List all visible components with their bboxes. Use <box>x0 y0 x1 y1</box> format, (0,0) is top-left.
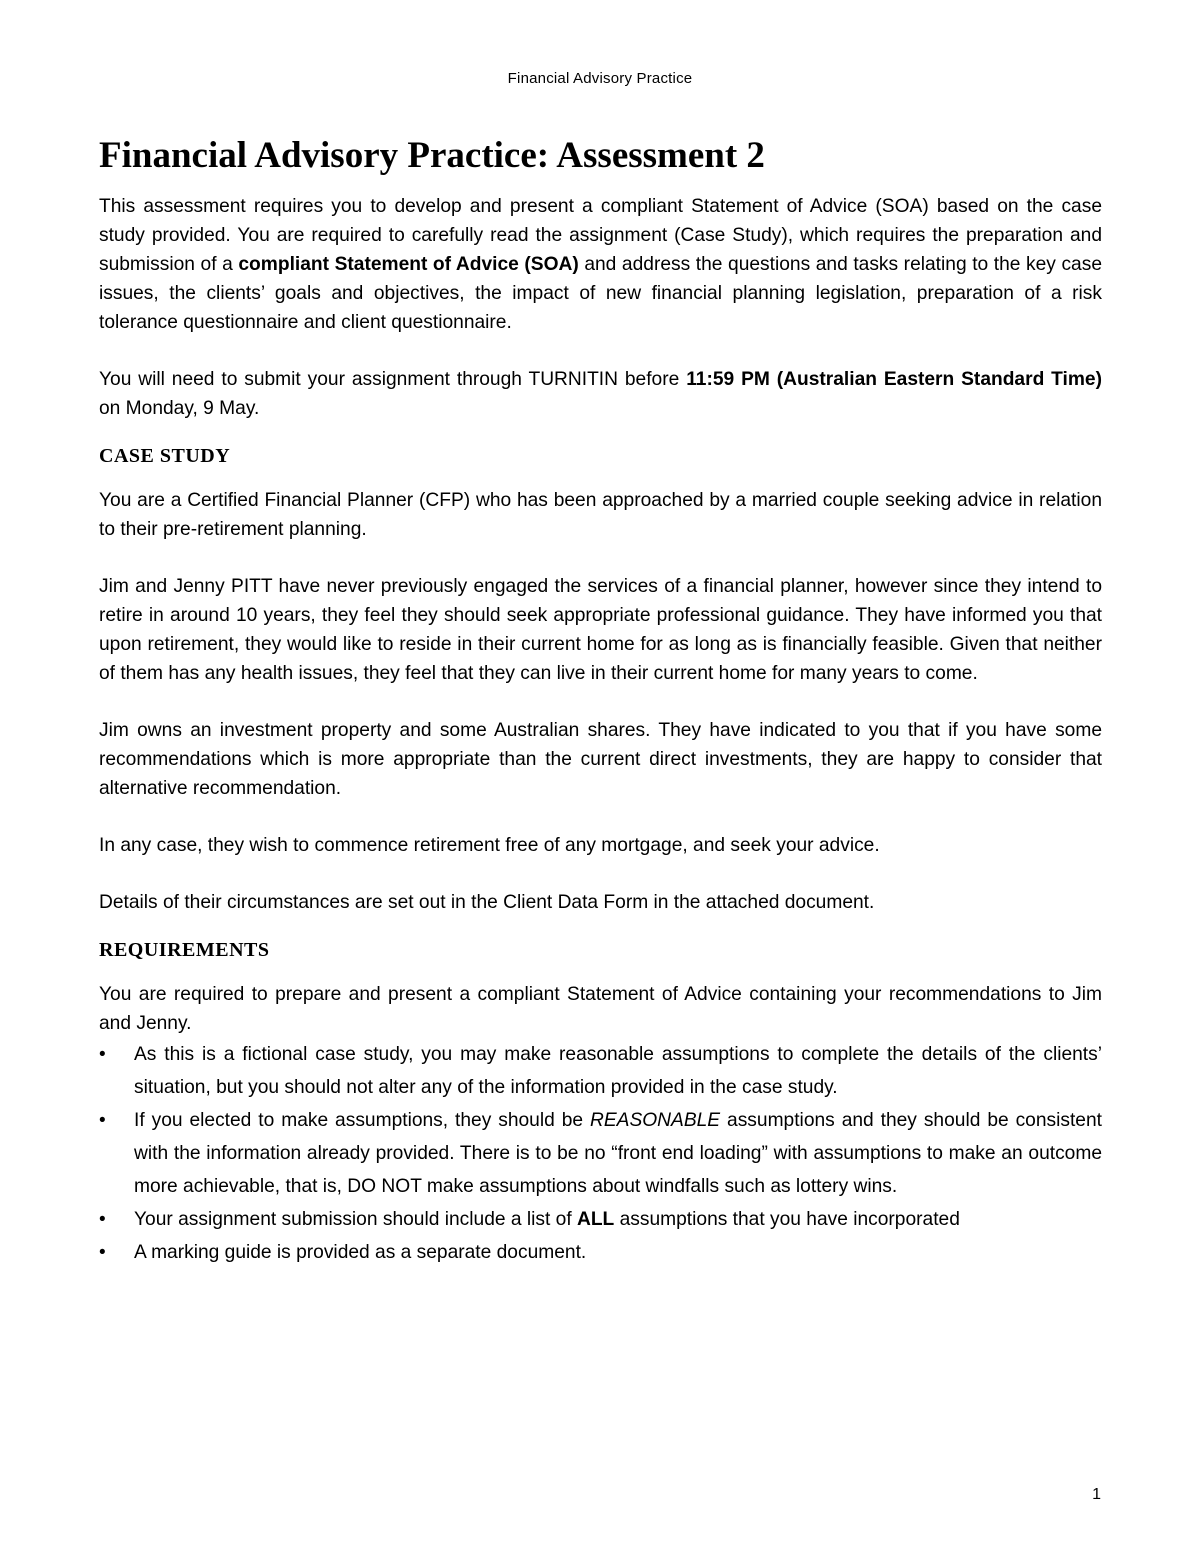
intro-bold-text: compliant Statement of Advice (SOA) <box>238 254 579 276</box>
page-number: 1 <box>1092 1486 1101 1503</box>
deadline-text: You will need to submit your assignment through TURNITIN before <box>99 369 687 391</box>
list-item-text: A marking guide is provided as a separate document. <box>134 1242 587 1264</box>
list-item <box>99 1038 1102 1104</box>
intro-paragraph-1 <box>99 192 1102 337</box>
requirements-intro: You are required to prepare and present a compliant Statement of Advice containing your recommendations to Jim and Jenny. <box>99 984 1102 1035</box>
intro-text: This assessment requires you to develop and present a compliant Statement of Advice (SOA) based on the case study provided. You are required to carefully read the assignment (Case Study), which requires the preparation and submission of a <box>99 196 1102 276</box>
list-item <box>99 1203 1102 1236</box>
document-title: Financial Advisory Practice: Assessment 2 <box>99 135 765 176</box>
list-item <box>99 1236 1102 1269</box>
deadline-time: 11:59 PM (Australian Eastern Standard Time) <box>686 369 1102 391</box>
list-item-bold-text: ALL <box>576 1209 615 1231</box>
case-study-paragraph: In any case, they wish to commence retirement free of any mortgage, and seek your advice. <box>99 835 880 857</box>
list-item <box>99 1104 1102 1203</box>
case-study-paragraph: You are a Certified Financial Planner (CFP) who has been approached by a married couple seeking advice in relation to their pre-retirement planning. <box>99 490 1102 541</box>
deadline-date: on Monday, 9 May. <box>99 398 260 420</box>
bullet-icon: • <box>99 1242 106 1264</box>
page-content <box>99 130 1102 1269</box>
case-study-paragraph: Jim and Jenny PITT have never previously engaged the services of a financial planner, however since they intend to retire in around 10 years, they feel they should seek appropriate professional guidance. They have informed you that upon retirement, they would like to reside in their current home for as long as is financially feasible. Given that neither of them has any health issues, they feel that they can live in their current home for many years to come. <box>99 576 1102 685</box>
intro-text: and address the questions and tasks relating to the key case issues, the clients’ goals and objectives, the impact of new financial planning legislation, preparation of a risk tolerance questionnaire and client questionnaire. <box>99 254 1102 334</box>
list-item-text: assumptions that you have incorporated <box>614 1209 960 1231</box>
requirements-heading: REQUIREMENTS <box>99 939 270 962</box>
bullet-icon: • <box>99 1110 106 1132</box>
case-study-heading: CASE STUDY <box>99 445 231 468</box>
intro-paragraph-2 <box>99 365 1102 423</box>
list-item-italic-text: REASONABLE <box>590 1110 721 1132</box>
list-item-text: If you elected to make assumptions, they should be <box>134 1110 590 1132</box>
bullet-icon: • <box>99 1209 106 1231</box>
bullet-icon: • <box>99 1044 106 1066</box>
requirements-list <box>99 1038 1102 1269</box>
list-item-text: As this is a fictional case study, you may make reasonable assumptions to complete the details of the clients’ situation, but you should not alter any of the information provided in the case study. <box>134 1044 1102 1099</box>
list-item-text: Your assignment submission should include a list of <box>134 1209 577 1231</box>
running-header: Financial Advisory Practice <box>507 70 693 87</box>
case-study-paragraph: Details of their circumstances are set out in the Client Data Form in the attached document. <box>99 892 875 914</box>
case-study-paragraph: Jim owns an investment property and some Australian shares. They have indicated to you that if you have some recommendations which is more appropriate than the current direct investments, they are happy to consider that alternative recommendation. <box>99 720 1102 800</box>
list-item-text: assumptions and they should be consistent with the information already provided. There is to be no “front end loading” with assumptions to make an outcome more achievable, that is, DO NOT make assumptions about windfalls such as lottery wins. <box>134 1110 1102 1198</box>
